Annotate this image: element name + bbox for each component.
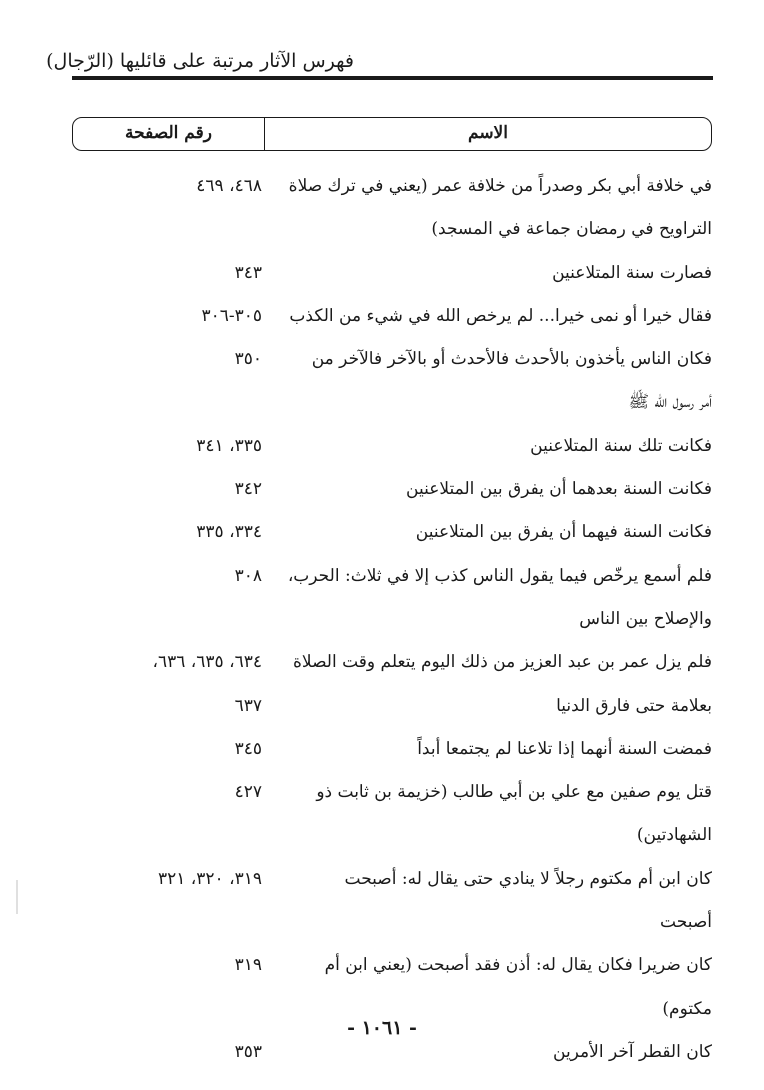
column-header-name: الاسم (264, 118, 711, 150)
index-line (72, 901, 712, 944)
index-line (72, 425, 712, 468)
entry-name: فكانت السنة بعدهما أن يفرق بين المتلاعنين (406, 479, 712, 500)
entry-name-continuation: والإصلاح بين الناس (579, 608, 712, 629)
entry-pages: ٤٦٨، ٤٦٩ (196, 176, 262, 196)
index-line (72, 685, 712, 728)
entry-name: كان القطر آخر الأمرين (553, 1041, 712, 1062)
entry-pages: ٣٠٥-٣٠٦ (201, 305, 262, 326)
index-entries (72, 165, 712, 1074)
entry-name: فكانت السنة فيهما أن يفرق بين المتلاعنين (415, 522, 712, 543)
index-line (72, 208, 712, 251)
index-line (72, 771, 712, 814)
table-header (72, 117, 712, 151)
index-line (72, 338, 712, 381)
entry-pages: ٣٥٠ (234, 349, 262, 370)
index-line (72, 858, 712, 901)
entry-pages: ٣٥٣ (234, 1041, 262, 1062)
entry-name: قتل يوم صفين مع علي بن أبي طالب (خزيمة بن ثابت ذو (316, 782, 712, 803)
index-line (72, 381, 712, 424)
index-line (72, 641, 712, 684)
column-header-page: رقم الصفحة (125, 123, 212, 143)
entry-name: فلم يزل عمر بن عبد العزيز من ذلك اليوم يتعلم وقت الصلاة (293, 652, 712, 673)
running-header-title: فهرس الآثار مرتبة على قائليها (الرّجال) (46, 50, 354, 72)
entry-pages: ٣٠٨ (234, 565, 262, 586)
entry-name: كان ابن أم مكتوم رجلاً لا ينادي حتى يقال له: أصبحت (344, 868, 712, 889)
entry-name: فصارت سنة المتلاعنين (552, 262, 712, 283)
index-line (72, 728, 712, 771)
entry-name-continuation: مكتوم) (662, 998, 712, 1019)
entry-name: فلم أسمع يرخّص فيما يقول الناس كذب إلا في ثلاث: الحرب، (287, 565, 712, 586)
entry-pages: ٦٣٧ (234, 695, 262, 716)
entry-name: كان ضريرا فكان يقال له: أذن فقد أصبحت (يعني ابن أم (324, 955, 712, 976)
entry-name: فقال خيرا أو نمى خيرا... لم يرخص الله في شيء من الكذب (289, 305, 712, 326)
entry-name-continuation: الشهادتين) (636, 825, 712, 846)
entry-pages: ٣٣٤، ٣٣٥ (196, 522, 262, 543)
entry-name-continuation: أصبحت (660, 912, 712, 933)
entry-name: بعلامة حتى فارق الدنيا (556, 695, 712, 716)
index-line (72, 468, 712, 511)
entry-name: فكانت تلك سنة المتلاعنين (530, 435, 712, 456)
entry-pages: ٣٤٣ (234, 262, 262, 283)
index-line (72, 944, 712, 987)
scan-edge-mark (16, 880, 18, 914)
entry-pages: ٣٤٥ (234, 738, 262, 759)
entry-pages: ٣٣٥، ٣٤١ (196, 435, 262, 456)
entry-name: في خلافة أبي بكر وصدراً من خلافة عمر (يعني في ترك صلاة (288, 176, 712, 196)
index-line (72, 295, 712, 338)
entry-pages: ٦٣٤، ٦٣٥، ٦٣٦، (152, 652, 262, 673)
index-line (72, 165, 712, 208)
page-number: - ١٠٦١ - (347, 1017, 417, 1039)
entry-pages: ٣١٩ (234, 955, 262, 976)
index-line (72, 511, 712, 554)
entry-name-continuation: التراويح في رمضان جماعة في المسجد) (431, 219, 712, 240)
index-line (72, 252, 712, 295)
entry-pages: ٣١٩، ٣٢٠، ٣٢١ (158, 868, 262, 889)
header-rule (72, 76, 713, 80)
index-line (72, 555, 712, 598)
entry-name: فكان الناس يأخذون بالأحدث فالأحدث أو بالآخر فالآخر من (311, 349, 712, 370)
index-line (72, 598, 712, 641)
entry-pages: ٤٢٧ (234, 782, 262, 803)
entry-pages: ٣٤٢ (234, 479, 262, 500)
entry-name: فمضت السنة أنهما إذا تلاعنا لم يجتمعا أبداً (417, 738, 712, 759)
entry-name-continuation: أمر رسول الله ﷺ (628, 392, 712, 413)
index-line (72, 814, 712, 857)
